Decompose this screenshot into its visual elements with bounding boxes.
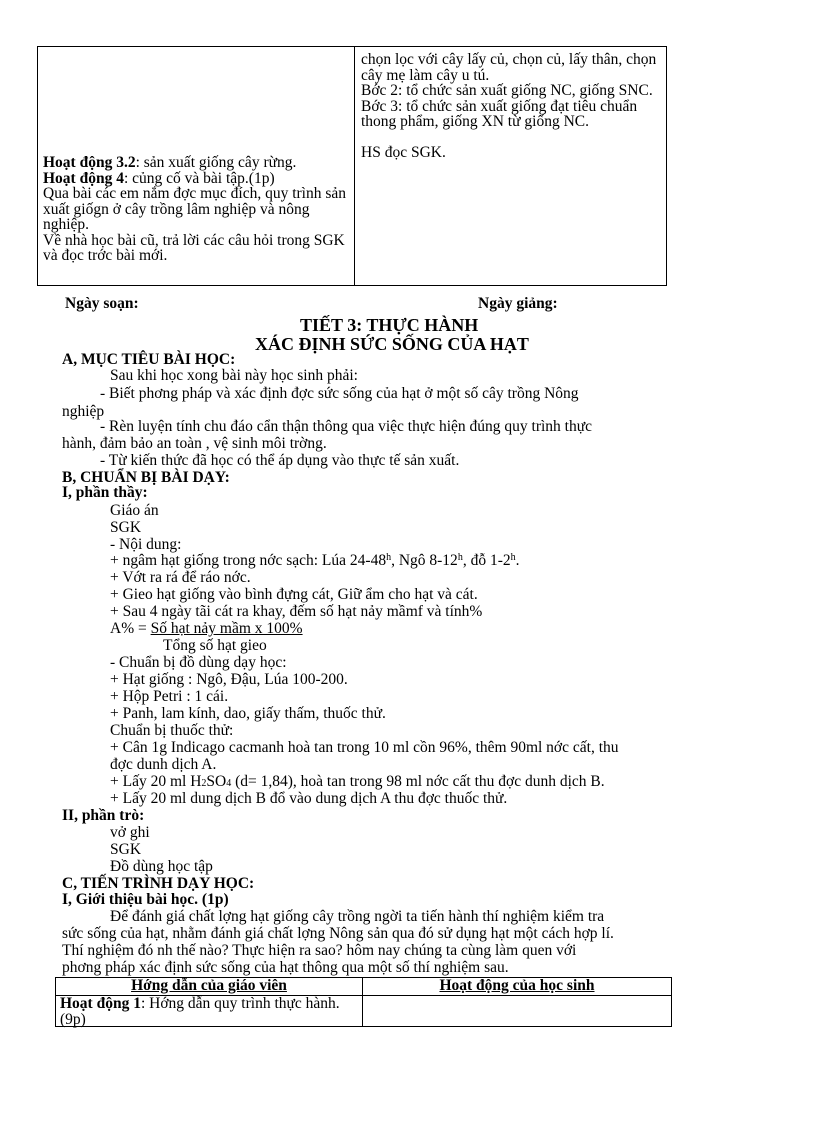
teacher-cell bbox=[43, 155, 348, 264]
activity-3-2: Hoạt động 3.2: sản xuất giống cây rừng. bbox=[43, 154, 297, 171]
date-prepared: Ngày soạn: bbox=[65, 295, 139, 312]
student-item-notebook: vở ghi bbox=[110, 824, 150, 841]
intro-line-3: Thí nghiệm đó nh thế nào? Thực hiện ra sao? hôm nay chúng ta cùng làm quen với bbox=[62, 942, 577, 959]
section-b-heading: B, CHUẨN BỊ BÀI DẠY: bbox=[62, 469, 230, 486]
date-taught: Ngày giảng: bbox=[478, 295, 558, 312]
section-a-intro: Sau khi học xong bài này học sinh phải: bbox=[110, 367, 358, 384]
table-divider bbox=[354, 47, 355, 285]
intro-line-2: sức sống của hạt, nhằm đánh giá chất lợng Nông sản qua đó sử dụng hạt một cách hợp lí. bbox=[62, 925, 614, 942]
intro-line-4: phơng pháp xác định sức sống của hạt thông qua một số thí nghiệm sau. bbox=[62, 959, 509, 976]
student-text-2: Bớc 2: tổ chức sản xuất giống NC, giống SNC. bbox=[361, 82, 653, 99]
prep-item-textbook: SGK bbox=[110, 519, 142, 536]
teacher-column-header: Hớng dẫn của giáo viên bbox=[131, 977, 287, 994]
intro-line-1: Để đánh giá chất lợng hạt giống cây trồng ngời ta tiến hành thí nghiệm kiểm tra bbox=[110, 908, 605, 925]
step-sow: + Gieo hạt giống vào bình đựng cát, Giữ ẩm cho hạt và cát. bbox=[110, 586, 478, 603]
reagent-step-1: + Cân 1g Indicago cacmanh hoà tan trong 10 ml cồn 96%, thêm 90ml nớc cất, thu bbox=[110, 739, 619, 756]
student-part-heading: II, phần trò: bbox=[62, 807, 145, 824]
equipment-seeds: + Hạt giống : Ngô, Đậu, Lúa 100-200. bbox=[110, 671, 348, 688]
goal-1-cont: nghiệp bbox=[62, 403, 105, 420]
section-c-heading: C, TIẾN TRÌNH DẠY HỌC: bbox=[62, 875, 255, 892]
goal-1: - Biết phơng pháp và xác định đợc sức sống của hạt ở một số cây trồng Nông bbox=[100, 385, 579, 402]
prep-item-lesson-plan: Giáo án bbox=[110, 502, 159, 519]
reagent-step-2: + Lấy 20 ml H2SO4 (d= 1,84), hoà tan trong 98 ml nớc cất thu đợc dunh dịch B. bbox=[110, 773, 605, 790]
student-text-1: chọn lọc với cây lấy củ, chọn củ, lấy thân, chọn cây mẹ làm cây u tú. bbox=[361, 51, 657, 84]
lesson-subtitle: XÁC ĐỊNH SỨC SỐNG CỦA HẠT bbox=[255, 334, 529, 354]
student-spacer bbox=[361, 130, 666, 146]
activity-table-bottom bbox=[55, 977, 672, 1027]
formula-numerator: A% = Số hạt nảy mầm x 100% bbox=[110, 620, 303, 637]
step-soak: + ngâm hạt giống trong nớc sạch: Lúa 24-48$^h$, Ngô 8-12$^h$, đỗ 1-2$^h$. bbox=[110, 552, 520, 569]
activity-table-top bbox=[37, 46, 667, 286]
goal-2: - Rèn luyện tính chu đáo cẩn thận thông qua việc thực hiện đúng quy trình thực bbox=[100, 418, 593, 435]
homework-text: Về nhà học bài cũ, trả lời các câu hỏi trong SGK và đọc trớc bài mới. bbox=[43, 231, 345, 264]
student-text-4: HS đọc SGK. bbox=[361, 144, 446, 161]
teacher-part-heading: I, phần thầy: bbox=[62, 484, 148, 501]
section-a-heading: A, MỤC TIÊU BÀI HỌC: bbox=[62, 351, 236, 368]
goal-3: - Từ kiến thức đã học có thể áp dụng vào thực tế sản xuất. bbox=[100, 452, 460, 469]
equipment-heading: - Chuẩn bị đồ dùng dạy học: bbox=[110, 654, 287, 671]
lesson-title: TIẾT 3: THỰC HÀNH bbox=[300, 315, 479, 335]
step-count: + Sau 4 ngày tãi cát ra khay, đếm số hạt nảy mầmf và tính% bbox=[110, 603, 483, 620]
reagent-step-3: + Lấy 20 ml dung dịch B đổ vào dung dịch A thu đợc thuốc thử. bbox=[110, 790, 508, 807]
formula-denominator: Tổng số hạt gieo bbox=[163, 637, 267, 654]
student-item-supplies: Đồ dùng học tập bbox=[110, 858, 213, 875]
activity-1-cell: Hoạt động 1: Hớng dẫn quy trình thực hành.(9p) bbox=[60, 995, 340, 1028]
activity-4: Hoạt động 4: củng cố và bài tập.(1p) bbox=[43, 169, 275, 187]
student-column-header: Hoạt động của học sinh bbox=[439, 977, 595, 994]
student-item-textbook: SGK bbox=[110, 841, 142, 858]
goal-2-cont: hành, đảm bảo an toàn , vệ sinh môi trờng. bbox=[62, 435, 327, 452]
reagent-heading: Chuẩn bị thuốc thử: bbox=[110, 722, 234, 739]
student-cell bbox=[361, 52, 666, 161]
intro-heading: I, Giới thiệu bài học. (1p) bbox=[62, 891, 229, 908]
reagent-step-1-cont: đợc dunh dịch A. bbox=[110, 756, 217, 773]
equipment-petri: + Hộp Petri : 1 cái. bbox=[110, 688, 229, 705]
summary-text: Qua bài các em nắm đợc mục đích, quy trình sản xuất giốgn ở cây trồng lâm nghiệp và nông nghiệp. bbox=[43, 185, 347, 233]
student-text-3: Bớc 3: tổ chức sản xuất giống đạt tiêu chuẩn thong phẩm, giống XN từ giống NC. bbox=[361, 97, 638, 130]
step-drain: + Vớt ra rá để ráo nớc. bbox=[110, 569, 251, 586]
content-heading: - Nội dung: bbox=[110, 536, 182, 553]
equipment-tools: + Panh, lam kính, dao, giấy thấm, thuốc thử. bbox=[110, 705, 386, 722]
